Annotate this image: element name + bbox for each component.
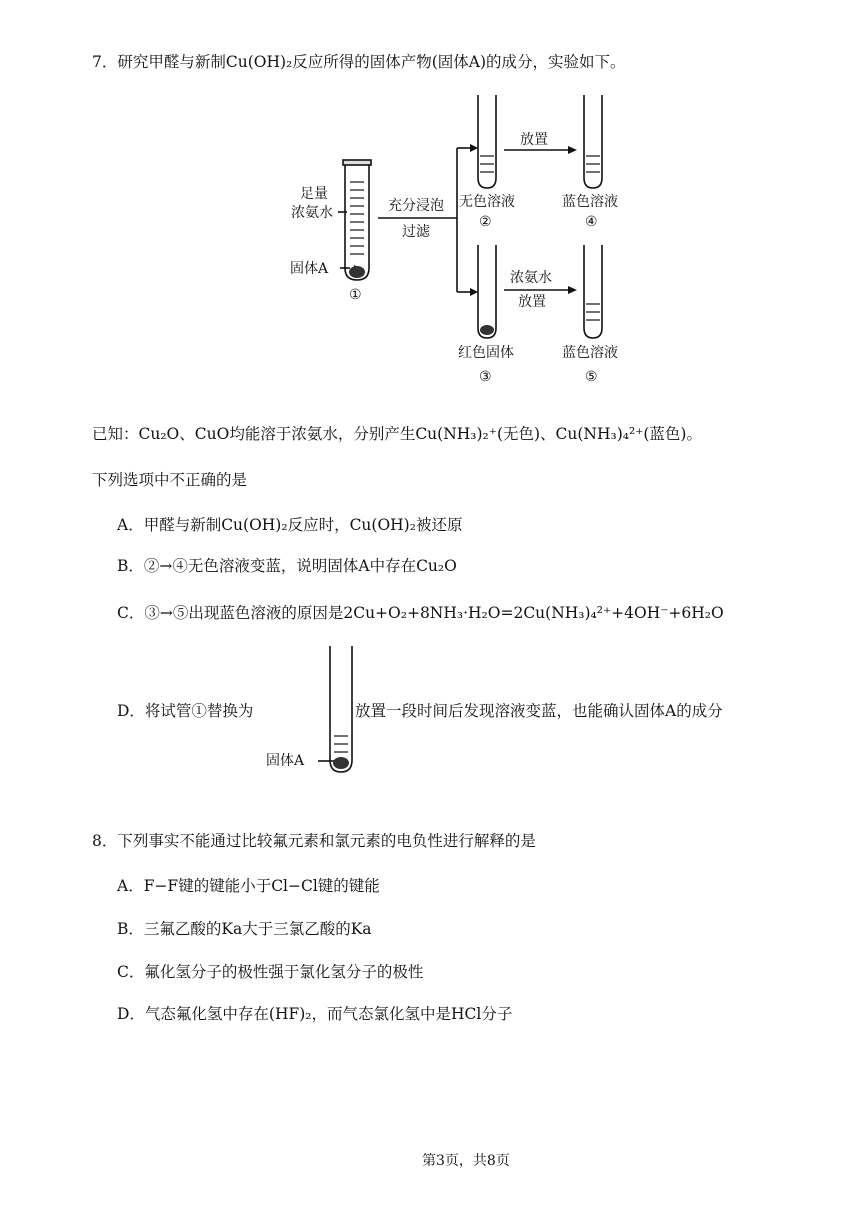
tube1-num: ① [349, 287, 362, 303]
tube4-label: 蓝色溶液 [562, 194, 618, 210]
q7-option-a: A．甲醛与新制Cu(OH)₂反应时，Cu(OH)₂被还原 [117, 516, 463, 534]
tube4-num: ④ [585, 214, 598, 230]
arrow3-top: 浓氨水 [510, 270, 552, 286]
q7-option-d-right: 放置一段时间后发现溶液变蓝，也能确认固体A的成分 [355, 702, 723, 720]
q8-option-d: D．气态氟化氢中存在(HF)₂，而气态氯化氢中是HCl分子 [117, 1005, 513, 1023]
q7-ask: 下列选项中不正确的是 [92, 471, 248, 489]
q7-option-d-left: D．将试管①替换为 [117, 702, 254, 720]
q7-option-b: B．②→④无色溶液变蓝，说明固体A中存在Cu₂O [117, 557, 457, 575]
reagent-label-1: 足量 [300, 186, 328, 202]
arrow3-bottom: 放置 [518, 294, 546, 310]
q7-option-d-solid-label: 固体A [266, 753, 305, 769]
tube2-num: ② [479, 214, 492, 230]
arrow2-label: 放置 [520, 132, 548, 148]
tube5-num: ⑤ [585, 369, 598, 385]
arrow1-bottom: 过滤 [402, 224, 430, 240]
q8-option-a: A．F−F键的键能小于Cl−Cl键的键能 [117, 877, 380, 895]
solid-label: 固体A [290, 261, 329, 277]
tube5-label: 蓝色溶液 [562, 345, 618, 361]
tube3-label: 红色固体 [458, 345, 514, 361]
q7-stem: 7．研究甲醛与新制Cu(OH)₂反应所得的固体产物(固体A)的成分，实验如下。 [92, 53, 626, 71]
arrow1-top: 充分浸泡 [388, 198, 444, 214]
tube3-num: ③ [479, 369, 492, 385]
q8-stem: 8．下列事实不能通过比较氟元素和氯元素的电负性进行解释的是 [92, 832, 536, 850]
q8-option-b: B．三氟乙酸的Ka大于三氯乙酸的Ka [117, 920, 372, 938]
q8-option-c: C．氟化氢分子的极性强于氯化氢分子的极性 [117, 963, 424, 981]
tube2-label: 无色溶液 [459, 194, 515, 210]
q7-option-c: C．③→⑤出现蓝色溶液的原因是2Cu+O₂+8NH₃·H₂O=2Cu(NH₃)₄²⁺+4OH⁻+6H₂O [117, 604, 724, 622]
q7-known: 已知：Cu₂O、CuO均能溶于浓氨水，分别产生Cu(NH₃)₂⁺(无色)、Cu(NH₃)₄²⁺(蓝色)。 [92, 425, 702, 443]
reagent-label-2: 浓氨水 [291, 205, 333, 221]
page-footer: 第3页，共8页 [422, 1153, 510, 1169]
